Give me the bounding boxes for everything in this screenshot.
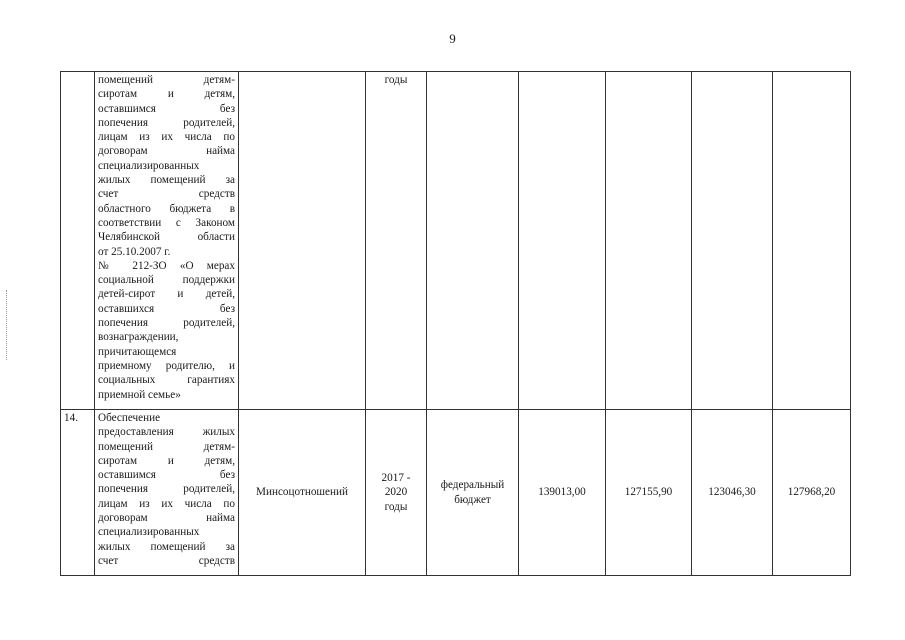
name-line: счет средств <box>98 188 235 201</box>
name-line: попечения родителей, <box>98 483 235 496</box>
name-line: лицам из их числа по <box>98 497 235 510</box>
name-line: № 212-ЗО «О мерах <box>98 259 235 272</box>
period-line: 2017 - <box>381 472 411 485</box>
period-cell <box>366 410 427 576</box>
period-line: годы <box>384 500 408 513</box>
name-line: договорам найма <box>98 512 235 525</box>
table-row-continued <box>61 72 851 410</box>
page-number: 9 <box>449 31 456 46</box>
value-cell-2020: 127968,20 <box>773 410 851 576</box>
name-line: Обеспечение <box>98 412 161 424</box>
name-line: помещений детям- <box>98 74 235 86</box>
name-line: сиротам и детям, <box>98 454 235 467</box>
name-line: специализированных <box>98 526 200 539</box>
name-line: счет средств <box>98 554 235 567</box>
value-cell-2020 <box>773 72 851 410</box>
measure-name-cell <box>95 72 239 410</box>
name-line: жилых помещений за <box>98 540 235 553</box>
name-line: попечения родителей, <box>98 317 235 330</box>
name-line: от 25.10.2007 г. <box>98 245 171 258</box>
source-line: федеральный <box>440 479 505 492</box>
value-cell-2019: 123046,30 <box>692 410 773 576</box>
value-cell-2017: 139013,00 <box>519 410 606 576</box>
name-line: причитающемся <box>98 345 177 358</box>
table-row-14 <box>61 410 851 576</box>
name-line: социальной поддержки <box>98 274 235 287</box>
name-line: соответствии с Законом <box>98 216 235 229</box>
executor-cell: Минсоцотношений <box>239 410 366 576</box>
value-cell-2018: 127155,90 <box>606 410 692 576</box>
name-line: приемной семье» <box>98 388 181 401</box>
row-number-cell: 14. <box>61 410 95 576</box>
program-table <box>60 71 851 576</box>
value-cell-2019 <box>692 72 773 410</box>
name-line: социальных гарантиях <box>98 374 235 387</box>
source-line: бюджет <box>454 493 491 506</box>
value-cell-2017 <box>519 72 606 410</box>
name-line: детей-сирот и детей, <box>98 288 235 301</box>
row-number-cell <box>61 72 95 410</box>
value-cell-2018 <box>606 72 692 410</box>
funding-source-cell <box>427 410 519 576</box>
name-line: оставшимся без <box>98 469 235 482</box>
period-cell: годы <box>366 72 427 410</box>
period-line: 2020 <box>384 486 408 499</box>
name-line: приемному родителю, и <box>98 359 235 372</box>
name-line: попечения родителей, <box>98 116 235 129</box>
name-line: вознаграждении, <box>98 331 179 344</box>
funding-source-cell <box>427 72 519 410</box>
margin-scan-line <box>6 290 7 360</box>
name-line: специализированных <box>98 159 200 172</box>
executor-cell <box>239 72 366 410</box>
name-line: помещений детям- <box>98 440 235 453</box>
name-line: оставшихся без <box>98 302 235 315</box>
name-line: жилых помещений за <box>98 174 235 187</box>
name-line: областного бюджета в <box>98 202 235 215</box>
name-line: оставшимся без <box>98 102 235 115</box>
name-line: лицам из их числа по <box>98 131 235 144</box>
name-line: предоставления жилых <box>98 426 235 439</box>
measure-name-cell <box>95 410 239 576</box>
name-line: сиротам и детям, <box>98 88 235 101</box>
name-line: договорам найма <box>98 145 235 158</box>
name-line: Челябинской области <box>98 231 235 244</box>
